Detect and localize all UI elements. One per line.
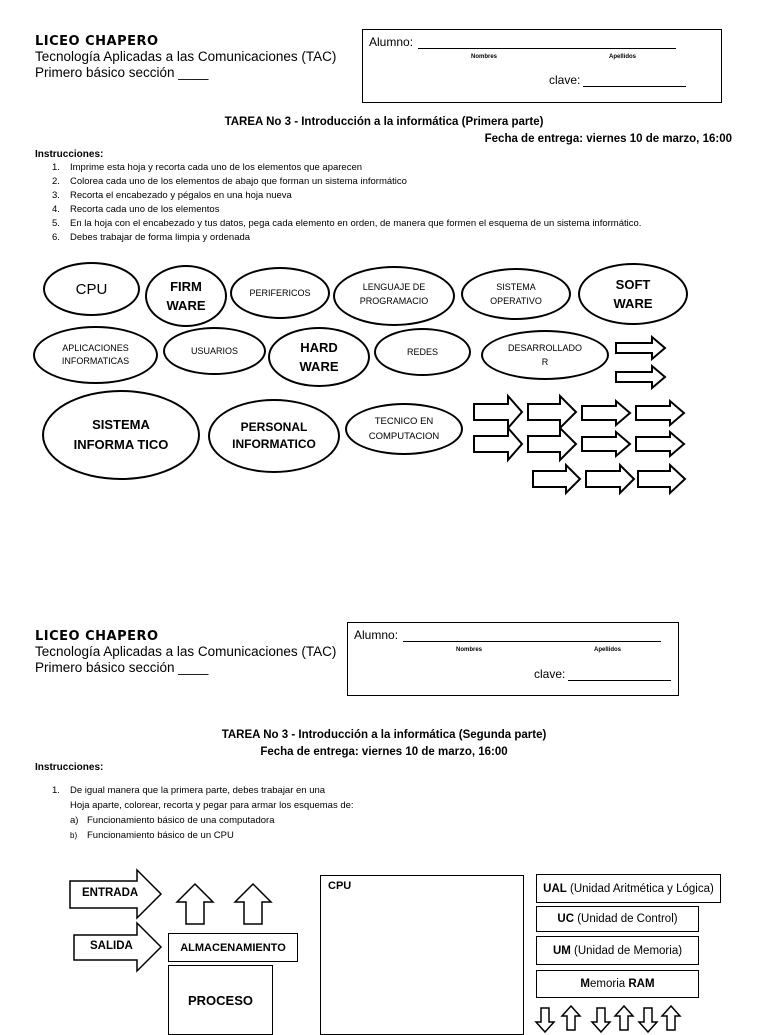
salida-label: SALIDA <box>90 940 133 952</box>
up-arrow-icon <box>177 884 213 924</box>
down-arrow-icon <box>639 1008 657 1032</box>
instructions-heading: Instrucciones: <box>35 149 104 160</box>
entrada-label: ENTRADA <box>82 887 139 899</box>
aplicaciones-informaticas-ellipse: APLICACIONES INFORMATICAS <box>33 326 158 384</box>
assignment-title: TAREA No 3 - Introducción a la informática (Segunda parte) <box>221 729 547 741</box>
assignment-title: TAREA No 3 - Introducción a la informática (Primera parte) <box>224 116 544 128</box>
apellidos-label: Apellidos <box>609 54 637 60</box>
instruction-item: 1. Imprime esta hoja y recorta cada uno de los elementos que aparecen <box>52 162 363 173</box>
instruction-item: 6. Debes trabajar de forma limpia y ordenada <box>52 232 251 243</box>
up-arrow-icon <box>662 1006 680 1030</box>
down-arrow-icon <box>592 1008 610 1032</box>
apellidos-label: Apellidos <box>594 647 622 653</box>
instruction-item: 5. En la hoja con el encabezado y tus datos, pega cada elemento en orden, de manera que formen el esquema de un sistema informático. <box>52 218 642 229</box>
nombres-label: Nombres <box>471 54 498 60</box>
memoria-ram-box: Memoria RAM <box>536 970 699 998</box>
alumno-label: Alumno: <box>369 35 414 49</box>
ual-box: UAL (Unidad Aritmética y Lógica) <box>536 874 721 903</box>
instruction-item: 4. Recorta cada uno de los elementos <box>52 204 220 215</box>
perifericos-ellipse: PERIFERICOS <box>230 267 330 319</box>
up-arrow-icon <box>615 1006 633 1030</box>
school-name: LICEO CHAPERO <box>35 629 159 644</box>
personal-informatico-ellipse: PERSONAL INFORMATICO <box>208 399 340 473</box>
cpu-ellipse: CPU <box>43 262 140 316</box>
uc-box: UC (Unidad de Control) <box>536 906 699 932</box>
school-name: LICEO CHAPERO <box>35 34 159 49</box>
cpu-box-label: CPU <box>328 880 352 892</box>
lenguaje-programacion-ellipse: LENGUAJE DE PROGRAMACIO <box>333 266 455 326</box>
instruction-item-cont: Hoja aparte, colorear, recorta y pegar para armar los esquemas de: <box>70 800 354 811</box>
sistema-informatico-ellipse: SISTEMA INFORMA TICO <box>42 390 200 480</box>
due-date: Fecha de entrega: viernes 10 de marzo, 16:00 <box>260 746 508 758</box>
up-arrow-icon <box>562 1006 580 1030</box>
instruction-sub-item: a) Funcionamiento básico de una computadora <box>70 815 275 826</box>
clave-label: clave: <box>534 667 566 681</box>
course-name: Tecnología Aplicadas a las Comunicaciones (TAC) <box>35 49 337 64</box>
almacenamiento-box: ALMACENAMIENTO <box>168 933 298 962</box>
firmware-ellipse: FIRM WARE <box>145 265 227 327</box>
instruction-sub-item: b) Funcionamiento básico de un CPU <box>70 830 234 841</box>
instructions-heading: Instrucciones: <box>35 762 104 773</box>
tecnico-computacion-ellipse: TECNICO EN COMPUTACION <box>345 403 463 455</box>
software-ellipse: SOFT WARE <box>578 263 688 325</box>
proceso-box: PROCESO <box>168 965 273 1035</box>
instruction-item: 3. Recorta el encabezado y pégalos en una hoja nueva <box>52 190 292 201</box>
usuarios-ellipse: USUARIOS <box>163 327 266 375</box>
grade-section: Primero básico sección ____ <box>35 660 209 675</box>
nombres-label: Nombres <box>456 647 483 653</box>
sistema-operativo-ellipse: SISTEMA OPERATIVO <box>461 268 571 320</box>
course-name: Tecnología Aplicadas a las Comunicaciones (TAC) <box>35 644 337 659</box>
down-arrow-icon <box>536 1008 554 1032</box>
hardware-ellipse: HARD WARE <box>268 327 370 387</box>
instruction-item: 1. De igual manera que la primera parte, debes trabajar en una <box>52 785 326 796</box>
redes-ellipse: REDES <box>374 328 471 376</box>
cpu-box <box>320 875 524 1035</box>
um-box: UM (Unidad de Memoria) <box>536 936 699 965</box>
desarrollador-ellipse: DESARROLLADO R <box>481 330 609 380</box>
instruction-item: 2. Colorea cada uno de los elementos de abajo que forman un sistema informático <box>52 176 407 187</box>
grade-section: Primero básico sección ____ <box>35 65 209 80</box>
up-arrow-icon <box>235 884 271 924</box>
clave-label: clave: <box>549 73 581 87</box>
due-date: Fecha de entrega: viernes 10 de marzo, 16:00 <box>484 133 732 145</box>
alumno-label: Alumno: <box>354 628 399 642</box>
